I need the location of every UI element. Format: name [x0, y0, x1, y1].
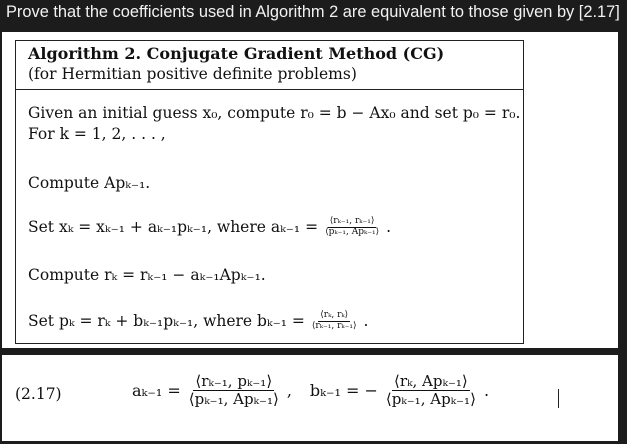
text-cursor: [558, 389, 559, 408]
algorithm-title: Algorithm 2. Conjugate Gradient Method (CG): [28, 44, 445, 63]
given-line-1: Given an initial guess x₀, compute r₀ = b − Ax₀ and set p₀ = r₀.: [28, 104, 521, 122]
algorithm-box: [15, 40, 524, 344]
b-lhs: bₖ₋₁ = −: [309, 380, 378, 400]
step-set-x: [28, 217, 391, 238]
given-line-2: For k = 1, 2, . . . ,: [28, 125, 166, 143]
eq-separator: ,: [286, 380, 292, 400]
algorithm-image: [2, 32, 618, 348]
a-fraction: [323, 217, 381, 238]
step-set-p: [28, 311, 368, 332]
a-denominator: ⟨pₖ₋₁, Apₖ₋₁⟩: [325, 226, 380, 237]
eq-b-fraction: [384, 373, 478, 407]
eq-a-denominator: ⟨pₖ₋₁, Apₖ₋₁⟩: [188, 389, 279, 408]
step-compute-r: Compute rₖ = rₖ₋₁ − aₖ₋₁Apₖ₋₁.: [28, 266, 266, 284]
b-fraction: [310, 311, 359, 332]
step-set-x-lead: Set xₖ = xₖ₋₁ + aₖ₋₁pₖ₋₁, where aₖ₋₁ =: [28, 218, 319, 237]
algorithm-header: [16, 41, 523, 90]
step-set-p-tail: .: [363, 312, 369, 331]
step-compute-ap: Compute Apₖ₋₁.: [28, 174, 151, 192]
equation-image: [2, 355, 618, 441]
equation-number: (2.17): [15, 385, 62, 403]
a-lhs: aₖ₋₁ =: [132, 380, 181, 400]
eq-a-fraction: [187, 373, 281, 407]
prompt-text: Prove that the coefficients used in Algorithm 2 are equivalent to those given by [2.17]: [6, 3, 620, 21]
eq-a-numerator: ⟨rₖ₋₁, pₖ₋₁⟩: [195, 372, 273, 390]
eq-b-denominator: ⟨pₖ₋₁, Apₖ₋₁⟩: [385, 389, 476, 408]
b-denominator: ⟨rₖ₋₁, rₖ₋₁⟩: [311, 320, 357, 331]
equation-row: [132, 373, 489, 407]
step-set-p-lead: Set pₖ = rₖ + bₖ₋₁pₖ₋₁, where bₖ₋₁ =: [28, 312, 305, 331]
eq-tail: .: [483, 380, 490, 400]
eq-b-numerator: ⟨rₖ, Apₖ₋₁⟩: [394, 372, 468, 390]
b-numerator: ⟨rₖ, rₖ⟩: [320, 310, 349, 320]
step-set-x-tail: .: [386, 218, 392, 237]
algorithm-subtitle: (for Hermitian positive definite problems): [28, 65, 357, 83]
a-numerator: ⟨rₖ₋₁, rₖ₋₁⟩: [329, 216, 375, 226]
